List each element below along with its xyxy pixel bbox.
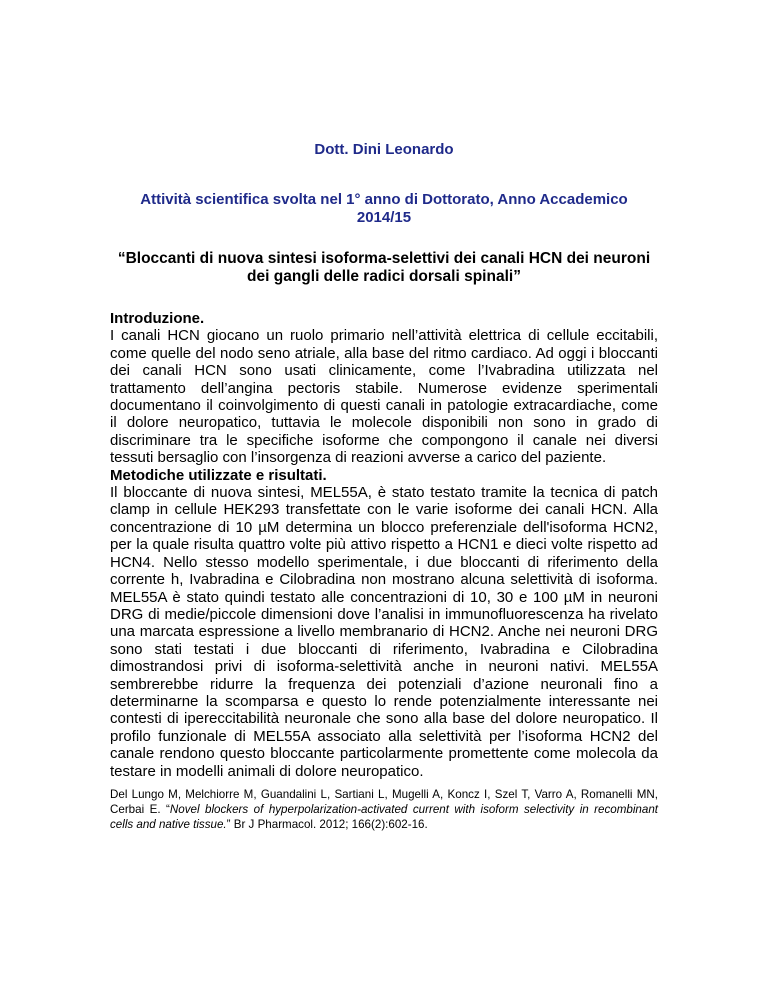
activity-line-1: Attività scientifica svolta nel 1° anno di Dottorato, Anno Accademico bbox=[140, 191, 628, 208]
methods-heading: Metodiche utilizzate e risultati. bbox=[110, 466, 327, 484]
reference-paper-title: Novel blockers of hyperpolarization-activated current with isoform selectivity in recombinant cells and native tissue. bbox=[110, 803, 658, 831]
reference-citation: ” Br J Pharmacol. 2012; 166(2):602-16. bbox=[226, 818, 428, 831]
reference-authors: Del Lungo M, Melchiorre M, Guandalini L, Sartiani L, Mugelli A, Koncz I, Szel T, Varro A, Romanelli MN, Cerbai E. “ bbox=[110, 788, 658, 816]
intro-paragraph: I canali HCN giocano un ruolo primario nell’attività elettrica di cellule eccitabili, come quelle del nodo seno atriale, alla base del ritmo cardiaco. Ad oggi i bloccanti dei canali HCN sono usati clinicamente, come l’Ivabradina utilizzata nel trattamento dell’angina pectoris stabile. Numerose evidenze sperimentali documentano il coinvolgimento di questi canali in patologie extracardiache, come il dolore neuropatico, tuttavia le molecole disponibili non sono in grado di discriminare tra le specifiche isoforme che compongono il canale nei diversi tessuti bersaglio con l’insorgenza di reazioni avverse a carico del paziente. bbox=[110, 327, 658, 467]
project-title-line-2: dei gangli delle radici dorsali spinali” bbox=[247, 268, 521, 285]
reference bbox=[110, 787, 658, 832]
document-body bbox=[110, 310, 658, 780]
author-name: Dott. Dini Leonardo bbox=[314, 141, 454, 158]
methods-paragraph: Il bloccante di nuova sintesi, MEL55A, è stato testato tramite la tecnica di patch clamp in cellule HEK293 transfettate con le varie isoforme dei canali HCN. Alla concentrazione di 10 µM determina un blocco preferenziale dell'isoforma HCN2, per la quale risulta quattro volte più attivo rispetto a HCN1 e dieci volte rispetto ad HCN4. Nello stesso modello sperimentale, i due bloccanti di riferimento della corrente h, Ivabradina e Cilobradina non mostrano alcuna selettività di isoforma. MEL55A è stato quindi testato alle concentrazioni di 10, 30 e 100 µM in neuroni DRG di medie/piccole dimensioni dove l’analisi in immunofluorescenza ha rivelato una marcata espressione a livello membranario di HCN2. Anche nei neuroni DRG sono stati testati i due bloccanti di riferimento, Ivabradina e Cilobradina dimostrandosi privi di isoforma-selettività anche in neuroni nativi. MEL55A sembrerebbe ridurre la frequenza dei potenziali d’azione neuronali fino a determinarne la scomparsa e questo lo rende potenzialmente interessante nei contesti di ipereccitabilità neuronale che sono alla base del dolore neuropatico. Il profilo funzionale di MEL55A associato alla selettività per l’isoforma HCN2 del canale rendono questo bloccante particolarmente promettente come molecola da testare in modelli animali di dolore neuropatico. bbox=[110, 484, 658, 780]
activity-line-2: 2014/15 bbox=[356, 209, 412, 226]
project-title bbox=[110, 250, 658, 286]
intro-heading: Introduzione. bbox=[110, 310, 205, 327]
project-title-line-1: “Bloccanti di nuova sintesi isoforma-selettivi dei canali HCN dei neuroni bbox=[117, 250, 651, 267]
activity-heading bbox=[110, 191, 658, 227]
